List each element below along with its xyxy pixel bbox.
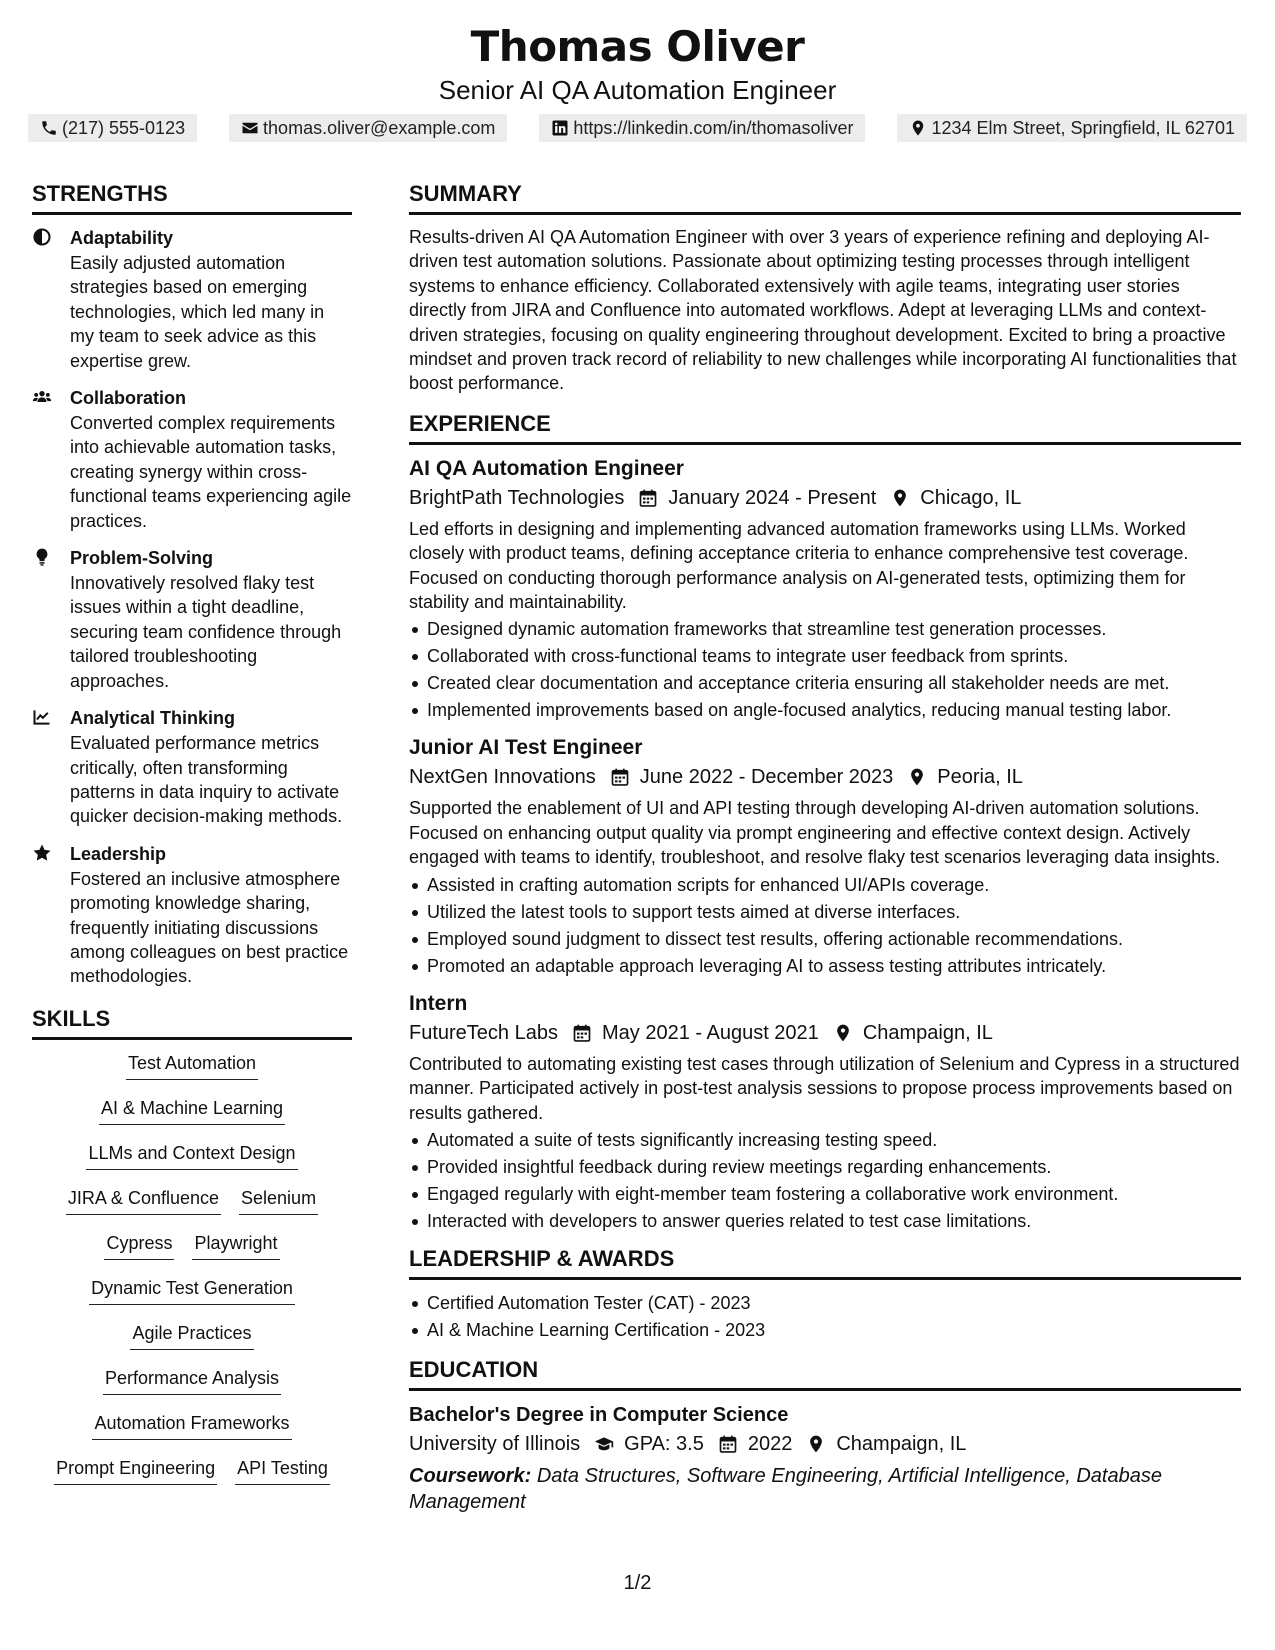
contact-address [897, 114, 1247, 142]
contact-email[interactable] [229, 114, 507, 142]
strength-item [32, 385, 352, 533]
strength-desc: Evaluated performance metrics critically, often transforming patterns in data inquiry to activate quicker decision-making methods. [70, 733, 343, 827]
list-item: Engaged regularly with eight-member team fostering a collaborative work environment. [409, 1181, 1241, 1208]
list-item: Automated a suite of tests significantly increasing testing speed. [409, 1127, 1241, 1154]
strength-name: Problem-Solving [70, 548, 214, 569]
school-name: University of Illinois [409, 1432, 581, 1455]
skill-tag: Selenium [239, 1185, 318, 1215]
skill-tag: Dynamic Test Generation [89, 1275, 295, 1305]
job-dates: May 2021 - August 2021 [601, 1021, 819, 1044]
coursework-list: Data Structures, Software Engineering, Artificial Intelligence, Database Management [409, 1464, 1162, 1513]
job-meta [409, 483, 1241, 513]
map-pin-icon [890, 488, 910, 508]
education-heading: EDUCATION [409, 1356, 1241, 1391]
map-pin-icon [806, 1434, 826, 1454]
coursework-label: Coursework: [409, 1464, 532, 1487]
degree-title: Bachelor's Degree in Computer Science [409, 1403, 789, 1426]
awards-heading: LEADERSHIP & AWARDS [409, 1245, 1241, 1280]
graduation-cap-icon [594, 1434, 614, 1454]
calendar-icon [718, 1434, 738, 1454]
education-location: Champaign, IL [836, 1432, 967, 1455]
summary-heading: SUMMARY [409, 180, 1241, 215]
left-column [32, 180, 352, 1500]
strength-item [32, 841, 352, 989]
job-location: Peoria, IL [937, 766, 1023, 789]
job-entry [409, 455, 1241, 725]
strength-desc: Easily adjusted automation strategies based on emerging technologies, which led many in my team to seek advice as this expertise grew. [70, 253, 325, 371]
candidate-title: Senior AI QA Automation Engineer [438, 75, 837, 105]
skill-tag: Playwright [192, 1230, 279, 1260]
job-title: AI QA Automation Engineer [409, 456, 684, 480]
strength-desc: Innovatively resolved flaky test issues within a tight deadline, securing team confidence through tailored troubleshooting approaches. [70, 573, 342, 691]
contact-linkedin[interactable] [539, 114, 865, 142]
skill-tag: Cypress [104, 1230, 174, 1260]
skill-tag: Automation Frameworks [92, 1410, 291, 1440]
linkedin-icon [551, 119, 569, 137]
skills-heading: SKILLS [32, 1005, 352, 1040]
strength-name: Adaptability [70, 228, 174, 248]
coursework [409, 1463, 1241, 1515]
job-dates: January 2024 - Present [668, 486, 877, 509]
strength-item [32, 705, 352, 829]
job-description: Supported the enablement of UI and API testing through developing AI-driven automation solutions. Focused on enhancing output quality via prompt engineering and effective context design. Actively engaged with teams to identify, troubleshoot, and resolve flaky test scenarios leveraging data insights. [409, 798, 1221, 868]
list-item: Created clear documentation and acceptance criteria ensuring all stakeholder needs are met. [409, 670, 1241, 697]
skill-tag: AI & Machine Learning [99, 1095, 285, 1125]
job-title: Junior AI Test Engineer [409, 736, 643, 760]
contact-linkedin-text: https://linkedin.com/in/thomasoliver [573, 117, 854, 138]
list-item: Certified Automation Tester (CAT) - 2023 [409, 1290, 1241, 1317]
strength-desc: Converted complex requirements into achievable automation tasks, creating synergy within cross-functional teams experiencing agile practices. [70, 413, 352, 531]
job-description: Contributed to automating existing test cases through utilization of Selenium and Cypress in a structured manner. Participated actively in post-test analysis sessions to propose process improvements based on results gathered. [409, 1053, 1240, 1123]
lightbulb-icon [32, 547, 52, 567]
map-pin-icon [833, 1023, 853, 1043]
half-circle-icon [32, 227, 52, 247]
graduation-year: 2022 [747, 1432, 793, 1455]
education-meta [409, 1429, 1241, 1459]
calendar-icon [638, 488, 658, 508]
job-dates: June 2022 - December 2023 [639, 766, 894, 789]
strength-name: Leadership [70, 843, 167, 864]
skill-tag: JIRA & Confluence [66, 1185, 221, 1215]
job-meta [409, 762, 1241, 792]
job-location: Champaign, IL [862, 1021, 993, 1044]
right-column [409, 180, 1241, 1515]
skill-tag: Performance Analysis [103, 1365, 281, 1395]
list-item: Provided insightful feedback during review meetings regarding enhancements. [409, 1154, 1241, 1181]
strength-name: Collaboration [70, 388, 186, 409]
contact-phone[interactable] [28, 114, 197, 142]
resume-header [0, 22, 1275, 106]
list-item: AI & Machine Learning Certification - 2023 [409, 1317, 1241, 1344]
users-icon [32, 387, 52, 407]
list-item: Designed dynamic automation frameworks that streamline test generation processes. [409, 616, 1241, 643]
strength-name: Analytical Thinking [70, 708, 236, 729]
skill-tag: Test Automation [126, 1050, 258, 1080]
awards-list [409, 1290, 1241, 1344]
job-bullets [409, 616, 1241, 724]
job-company: BrightPath Technologies [409, 486, 625, 509]
list-item: Implemented improvements based on angle-focused analytics, reducing manual testing labor. [409, 697, 1241, 724]
job-location: Chicago, IL [920, 486, 1022, 509]
job-entry [409, 734, 1241, 979]
envelope-icon [241, 119, 259, 137]
contact-email-text: thomas.oliver@example.com [263, 117, 496, 138]
contact-phone-text: (217) 555-0123 [62, 117, 186, 138]
skill-tag: API Testing [235, 1455, 330, 1485]
page-number: 1/2 [623, 1572, 652, 1594]
contact-bar [28, 114, 1247, 142]
job-entry [409, 990, 1241, 1235]
strength-item [32, 545, 352, 693]
summary-text: Results-driven AI QA Automation Engineer with over 3 years of experience refining and deploying AI-driven test automation solutions. Passionate about optimizing testing processes through intelligent systems to enhance efficiency. Collaborated extensively with agile teams, integrating user stories directly from JIRA and Confluence into automated workflows. Adept at leveraging LLMs and context-driven strategies, focusing on quality engineering throughout development. Excited to bring a proactive mindset and proven track record of reliability to new challenges while incorporating AI functionalities that boost performance. [409, 227, 1237, 394]
job-title: Intern [409, 991, 468, 1015]
map-pin-icon [907, 767, 927, 787]
contact-address-text: 1234 Elm Street, Springfield, IL 62701 [931, 117, 1235, 138]
job-company: NextGen Innovations [409, 766, 596, 789]
map-pin-icon [909, 119, 927, 137]
list-item: Promoted an adaptable approach leveraging AI to assess testing attributes intricately. [409, 953, 1241, 980]
job-description: Led efforts in designing and implementing advanced automation frameworks using LLMs. Worked closely with product teams, defining acceptance criteria to enhance comprehensive test coverage. Focused on conducting thorough performance analysis on AI-generated tests, optimizing them for stability and maintainability. [409, 518, 1189, 613]
job-bullets [409, 1127, 1241, 1235]
star-icon [32, 843, 52, 863]
calendar-icon [610, 767, 630, 787]
job-bullets [409, 872, 1241, 980]
phone-icon [40, 119, 58, 137]
strength-desc: Fostered an inclusive atmosphere promoting knowledge sharing, frequently initiating discussions among colleagues on best practice methodologies. [70, 868, 349, 987]
list-item: Utilized the latest tools to support tests aimed at diverse interfaces. [409, 899, 1241, 926]
experience-heading: EXPERIENCE [409, 410, 1241, 445]
strengths-heading: STRENGTHS [32, 180, 352, 215]
skill-tag: LLMs and Context Design [86, 1140, 297, 1170]
candidate-name: Thomas Oliver [470, 22, 805, 71]
strength-item [32, 225, 352, 373]
calendar-icon [572, 1023, 592, 1043]
line-chart-icon [32, 707, 52, 727]
list-item: Collaborated with cross-functional teams to integrate user feedback from sprints. [409, 643, 1241, 670]
skill-tag: Agile Practices [130, 1320, 253, 1350]
job-meta [409, 1018, 1241, 1048]
list-item: Assisted in crafting automation scripts for enhanced UI/APIs coverage. [409, 872, 1241, 899]
skills-list [32, 1050, 352, 1500]
gpa: GPA: 3.5 [624, 1432, 704, 1455]
skill-tag: Prompt Engineering [54, 1455, 217, 1485]
job-company: FutureTech Labs [409, 1021, 558, 1044]
list-item: Employed sound judgment to dissect test results, offering actionable recommendations. [409, 926, 1241, 953]
list-item: Interacted with developers to answer queries related to test case limitations. [409, 1208, 1241, 1235]
